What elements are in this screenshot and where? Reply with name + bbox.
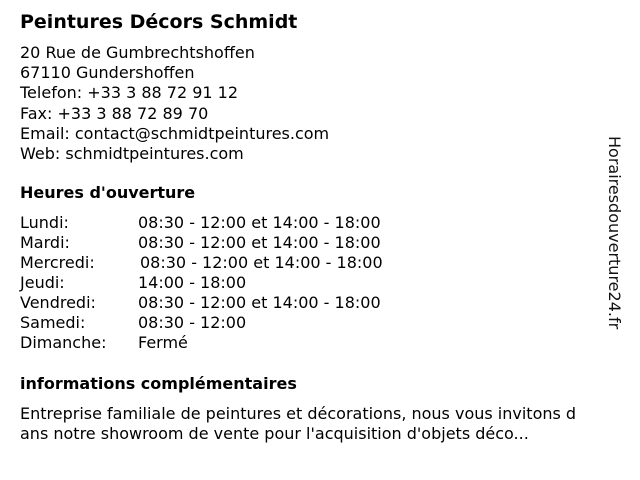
fax-number: Fax: +33 3 88 72 89 70	[20, 103, 209, 123]
address-city: 67110 Gundershoffen	[20, 63, 195, 83]
opening-hours-table	[20, 213, 440, 353]
hours-row-saturday	[20, 313, 440, 333]
day-label: Vendredi:	[20, 293, 96, 312]
hours-row-tuesday	[20, 233, 440, 253]
watermark-text: Horairesdouverture24.fr	[605, 136, 624, 330]
opening-hours-heading: Heures d'ouverture	[20, 183, 196, 202]
day-label: Samedi:	[20, 313, 86, 332]
day-label: Jeudi:	[20, 273, 65, 292]
website: Web: schmidtpeintures.com	[20, 144, 244, 164]
hours-row-friday	[20, 293, 440, 313]
watermark	[605, 136, 636, 346]
time-value: 14:00 - 18:00	[138, 273, 247, 292]
time-value: 08:30 - 12:00	[138, 313, 247, 332]
business-description	[20, 404, 622, 444]
email-address: Email: contact@schmidtpeintures.com	[20, 123, 330, 143]
day-label: Dimanche:	[20, 333, 107, 352]
day-label: Mardi:	[20, 233, 70, 252]
business-name: Peintures Décors Schmidt	[20, 11, 298, 33]
hours-row-thursday	[20, 273, 440, 293]
contact-block	[20, 43, 329, 164]
description-line: ans notre showroom de vente pour l'acquisition d'objets déco...	[20, 424, 529, 443]
time-value: 08:30 - 12:00 et 14:00 - 18:00	[138, 293, 381, 312]
time-value: Fermé	[138, 333, 188, 352]
hours-row-sunday	[20, 333, 440, 353]
time-value: 08:30 - 12:00 et 14:00 - 18:00	[138, 233, 381, 252]
hours-row-wednesday	[20, 253, 440, 273]
day-label: Mercredi:	[20, 253, 95, 272]
address-street: 20 Rue de Gumbrechtshoffen	[20, 43, 255, 62]
phone-number: Telefon: +33 3 88 72 91 12	[20, 83, 239, 103]
day-label: Lundi:	[20, 213, 69, 232]
description-line: Entreprise familiale de peintures et décorations, nous vous invitons d	[20, 404, 577, 423]
time-value: 08:30 - 12:00 et 14:00 - 18:00	[138, 213, 381, 232]
additional-info-heading: informations complémentaires	[20, 374, 297, 393]
time-value: 08:30 - 12:00 et 14:00 - 18:00	[140, 253, 383, 272]
hours-row-monday	[20, 213, 440, 233]
